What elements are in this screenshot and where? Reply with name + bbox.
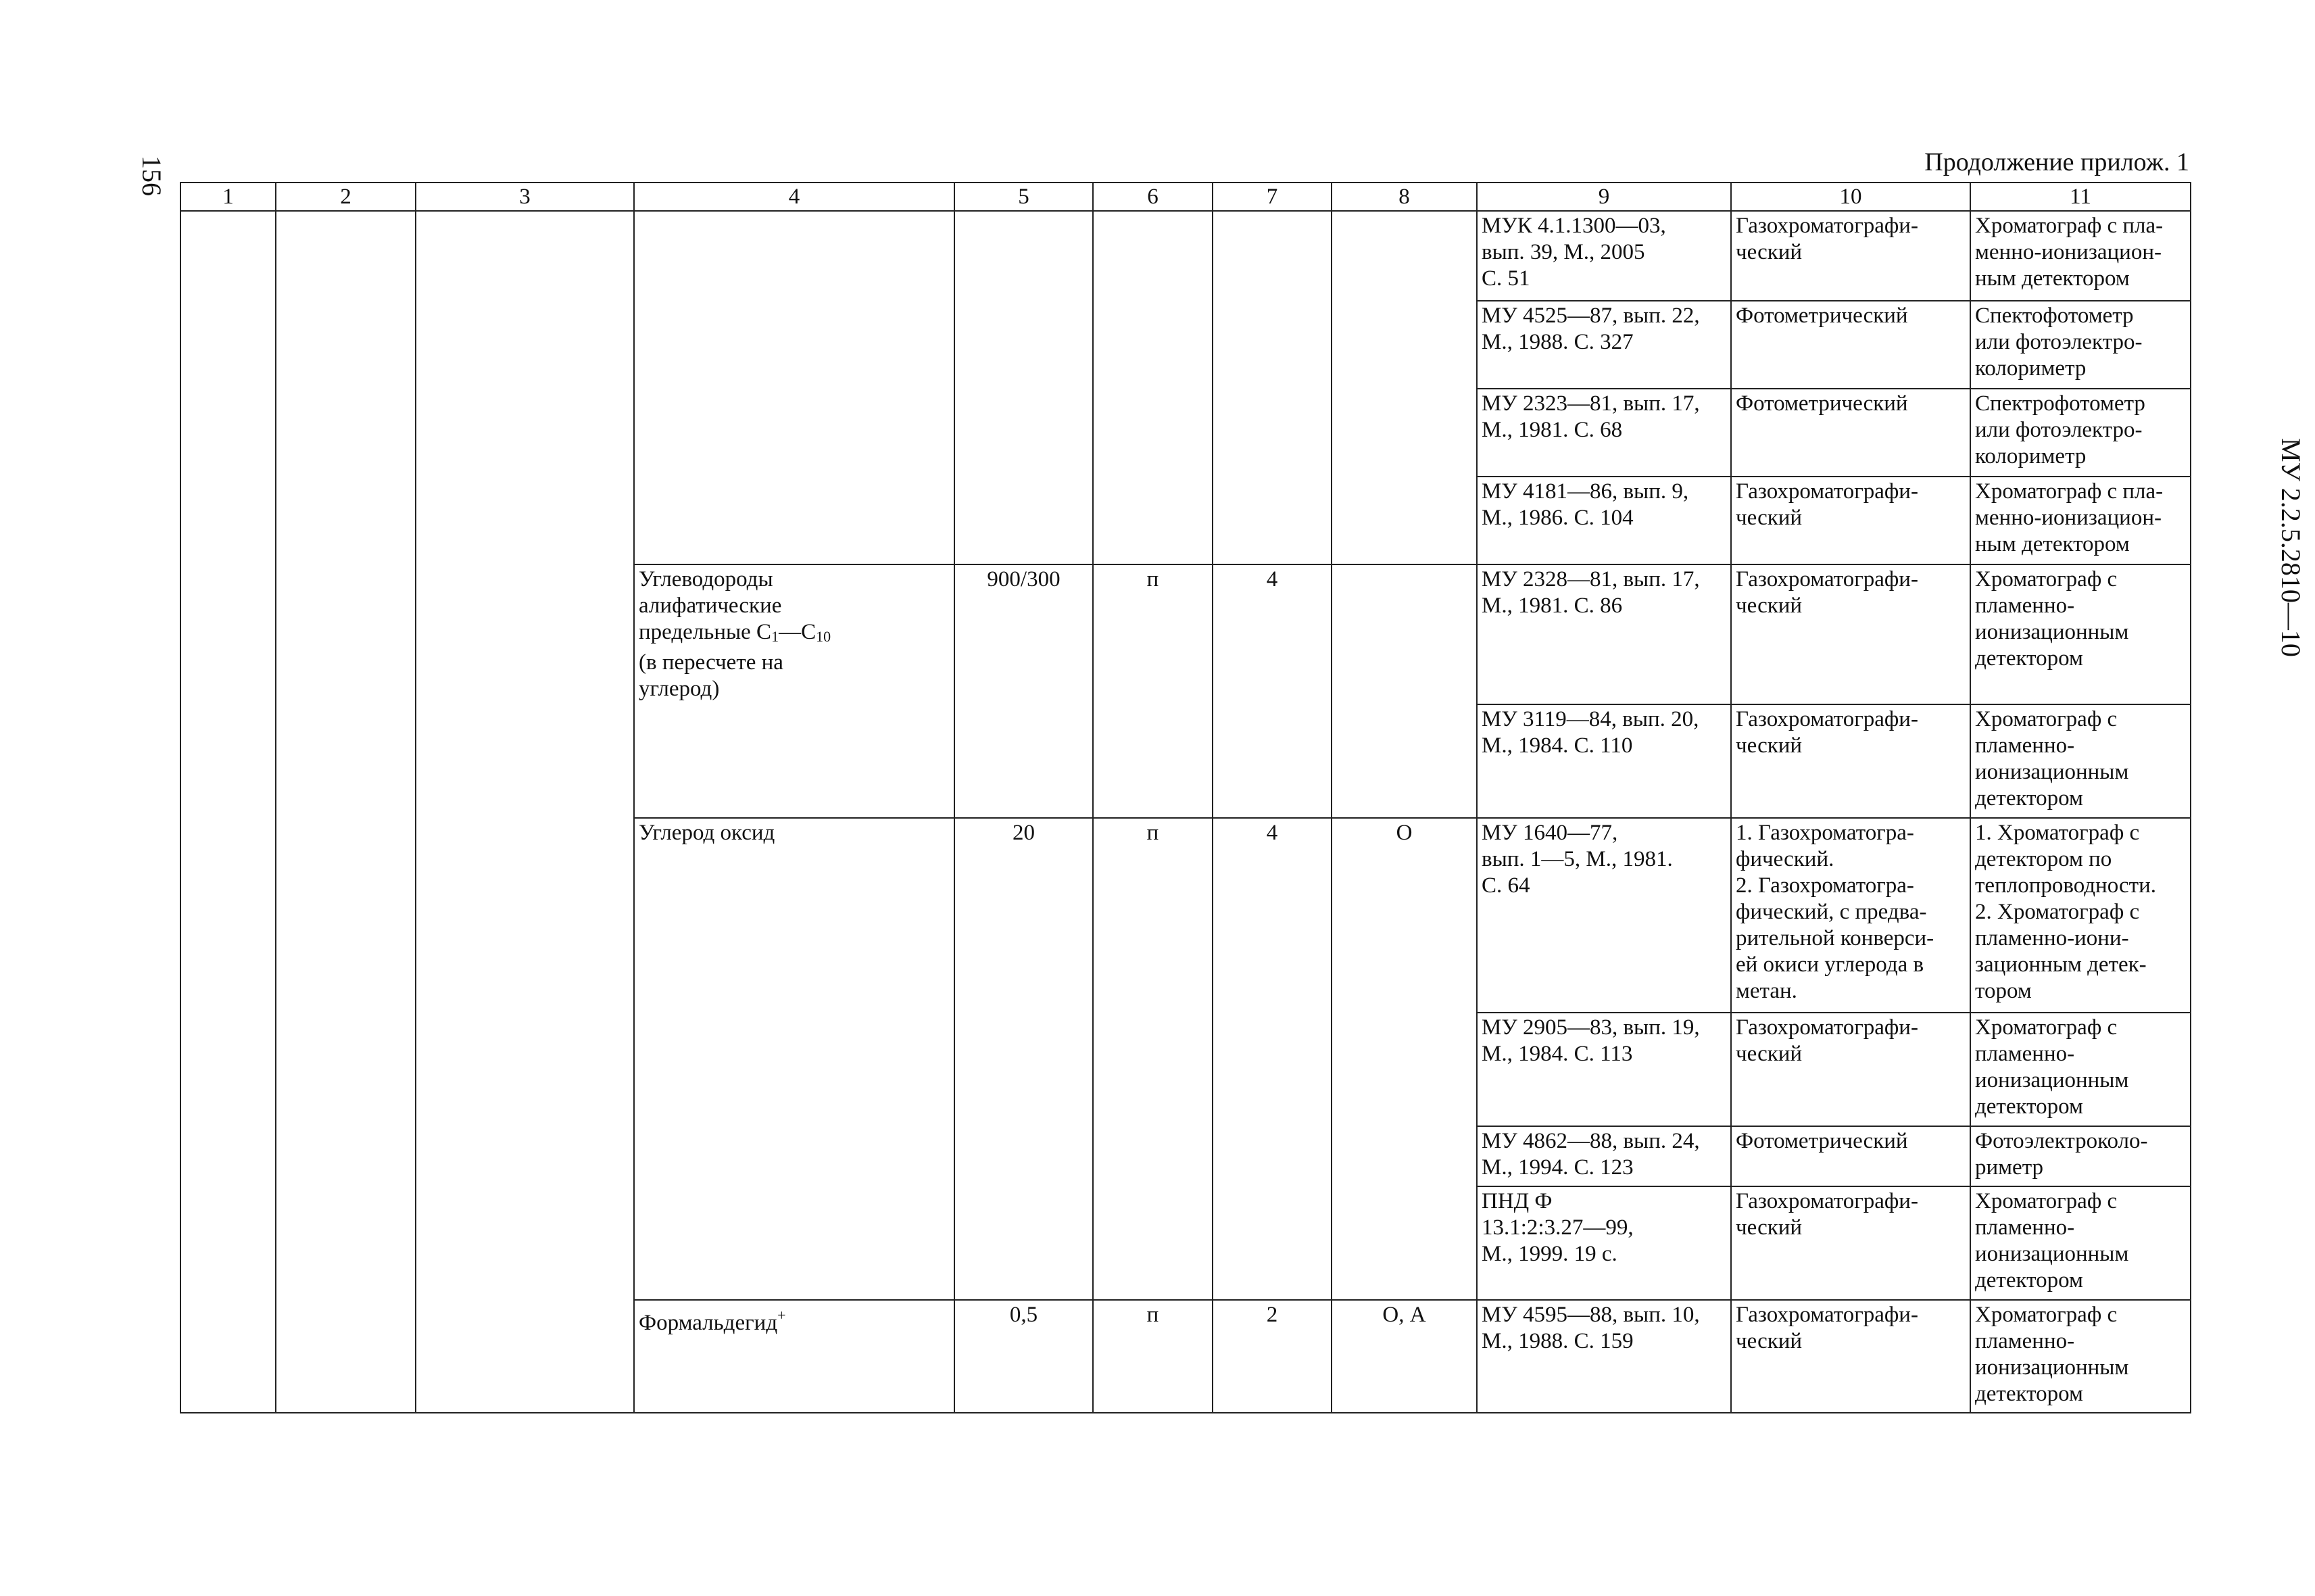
substance-name-part: (в пересчете на углерод) <box>639 650 783 701</box>
hazard-class: 4 <box>1213 818 1332 1300</box>
document-code: МУ 2.2.5.2810—10 <box>2276 438 2307 657</box>
table-cell <box>276 211 416 1413</box>
instrument: Хроматограф с пламенно- ионизационным детектором <box>1970 704 2191 818</box>
col-header: 2 <box>276 183 416 211</box>
col-header: 6 <box>1093 183 1213 211</box>
method-type: Газохроматографи- ческий <box>1731 1300 1970 1413</box>
table-cell <box>416 211 634 1413</box>
instrument: Хроматограф с пламенно- ионизационным детектором <box>1970 1186 2191 1300</box>
mac-value: 900/300 <box>954 564 1093 818</box>
instrument: Хроматограф с пламенно- ионизационным детектором <box>1970 1013 2191 1126</box>
method-type: Фотометрический <box>1731 1126 1970 1186</box>
col-header: 3 <box>416 183 634 211</box>
method-ref: МУК 4.1.1300—03, вып. 39, М., 2005 С. 51 <box>1477 211 1731 301</box>
instrument: Хроматограф с пла- менно-ионизацион- ным детектором <box>1970 477 2191 564</box>
substance-name <box>634 1300 954 1413</box>
state: п <box>1093 564 1213 818</box>
page-number: 156 <box>137 155 168 196</box>
method-type: Газохроматографи- ческий <box>1731 1186 1970 1300</box>
method-type: Газохроматографи- ческий <box>1731 477 1970 564</box>
substance-name <box>634 564 954 818</box>
data-table <box>180 182 2191 1413</box>
table-cell <box>1093 211 1213 564</box>
table-cell <box>634 211 954 564</box>
col-header: 7 <box>1213 183 1332 211</box>
method-ref: МУ 4181—86, вып. 9, М., 1986. С. 104 <box>1477 477 1731 564</box>
action-feature: О, А <box>1332 1300 1477 1413</box>
instrument: Хроматограф с пламенно- ионизационным детектором <box>1970 564 2191 704</box>
col-header: 5 <box>954 183 1093 211</box>
superscript: + <box>777 1307 786 1324</box>
table-cell <box>954 211 1093 564</box>
method-ref: МУ 2328—81, вып. 17, М., 1981. С. 86 <box>1477 564 1731 704</box>
substance-name-part: Углеводороды алифатические предельные С <box>639 567 782 644</box>
table-cell <box>180 211 276 1413</box>
action-feature <box>1332 564 1477 818</box>
col-header: 1 <box>180 183 276 211</box>
col-header: 11 <box>1970 183 2191 211</box>
method-ref: МУ 4525—87, вып. 22, М., 1988. С. 327 <box>1477 301 1731 389</box>
instrument: 1. Хроматограф с детектором по теплопроводности. 2. Хроматограф с пламенно-иони- зационным детек- тором <box>1970 818 2191 1013</box>
method-ref: МУ 2323—81, вып. 17, М., 1981. С. 68 <box>1477 389 1731 477</box>
method-type: Газохроматографи- ческий <box>1731 211 1970 301</box>
method-type: Фотометрический <box>1731 301 1970 389</box>
instrument: Спектофотометр или фотоэлектро- колориметр <box>1970 301 2191 389</box>
substance-name: Углерод оксид <box>634 818 954 1300</box>
method-ref: МУ 4595—88, вып. 10, М., 1988. С. 159 <box>1477 1300 1731 1413</box>
method-ref: ПНД Ф 13.1:2:3.27—99, М., 1999. 19 с. <box>1477 1186 1731 1300</box>
col-header: 4 <box>634 183 954 211</box>
method-type: Газохроматографи- ческий <box>1731 564 1970 704</box>
substance-name-part: —С <box>779 620 817 644</box>
substance-name-part: Формальдегид <box>639 1311 778 1335</box>
method-type: Газохроматографи- ческий <box>1731 704 1970 818</box>
mac-value: 20 <box>954 818 1093 1300</box>
method-type: Газохроматографи- ческий <box>1731 1013 1970 1126</box>
method-ref: МУ 3119—84, вып. 20, М., 1984. С. 110 <box>1477 704 1731 818</box>
state: п <box>1093 818 1213 1300</box>
hazard-class: 4 <box>1213 564 1332 818</box>
subscript: 1 <box>771 628 779 645</box>
hazard-class: 2 <box>1213 1300 1332 1413</box>
method-ref: МУ 2905—83, вып. 19, М., 1984. С. 113 <box>1477 1013 1731 1126</box>
method-type: Фотометрический <box>1731 389 1970 477</box>
method-type: 1. Газохроматогра- фический. 2. Газохроматогра- фический, с предва- рительной конверси- ей окиси углерода в метан. <box>1731 818 1970 1013</box>
state: п <box>1093 1300 1213 1413</box>
instrument: Фотоэлектроколо- риметр <box>1970 1126 2191 1186</box>
method-ref: МУ 1640—77, вып. 1—5, М., 1981. С. 64 <box>1477 818 1731 1013</box>
instrument: Хроматограф с пла- менно-ионизацион- ным детектором <box>1970 211 2191 301</box>
subscript: 10 <box>816 628 831 645</box>
table-cell <box>1213 211 1332 564</box>
table-row <box>180 211 2191 301</box>
col-header: 8 <box>1332 183 1477 211</box>
header-row <box>180 183 2191 211</box>
instrument: Хроматограф с пламенно- ионизационным детектором <box>1970 1300 2191 1413</box>
method-ref: МУ 4862—88, вып. 24, М., 1994. С. 123 <box>1477 1126 1731 1186</box>
table-cell <box>1332 211 1477 564</box>
continuation-label: Продолжение прилож. 1 <box>1924 148 2189 176</box>
col-header: 9 <box>1477 183 1731 211</box>
mac-value: 0,5 <box>954 1300 1093 1413</box>
action-feature: О <box>1332 818 1477 1300</box>
col-header: 10 <box>1731 183 1970 211</box>
instrument: Спектрофотометр или фотоэлектро- колориметр <box>1970 389 2191 477</box>
